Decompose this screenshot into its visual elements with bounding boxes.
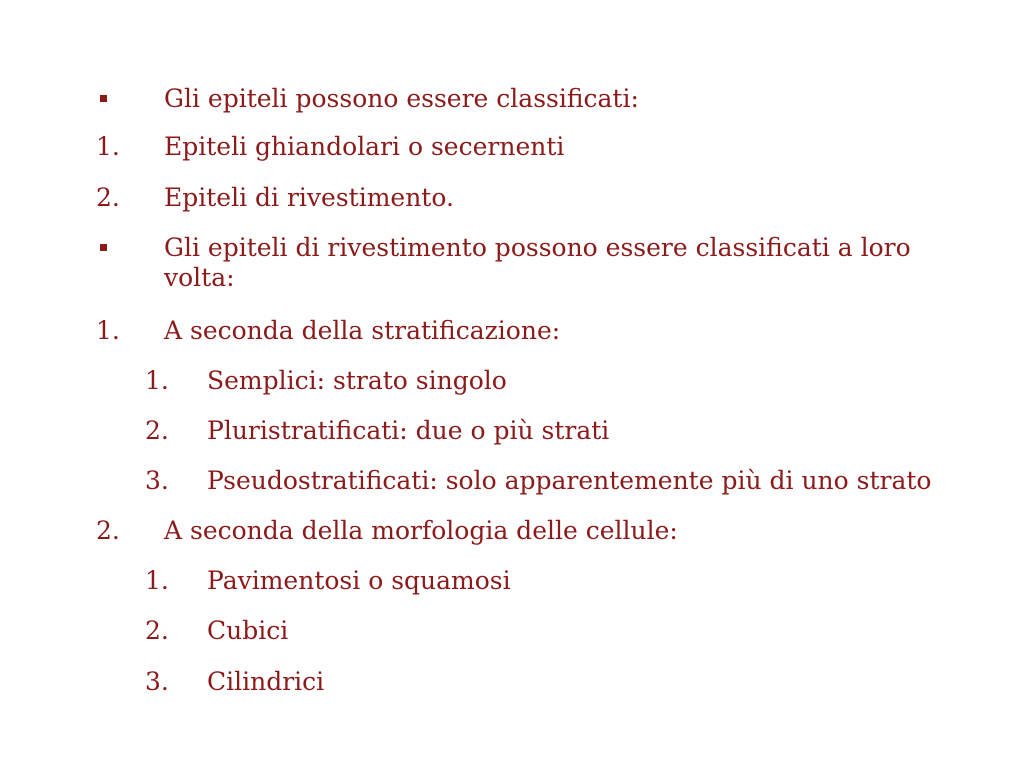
square-bullet-icon [100,244,107,251]
item-number: 2. [96,183,120,212]
item-text: Gli epiteli possono essere classificati: [164,84,639,113]
item-number: 2. [145,416,169,445]
item-text: Semplici: strato singolo [207,366,507,395]
item-text: Epiteli di rivestimento. [164,183,454,212]
item-number: 2. [96,516,120,545]
item-text: A seconda della stratificazione: [164,316,561,345]
item-number: 1. [145,366,169,395]
item-text: Gli epiteli di rivestimento possono essere classificati a loro [164,233,911,262]
item-number: 3. [145,466,169,495]
item-number: 1. [96,316,120,345]
item-text: Cilindrici [207,667,325,696]
item-number: 1. [145,566,169,595]
item-text: Pavimentosi o squamosi [207,566,511,595]
item-number: 1. [96,132,120,161]
item-number: 3. [145,667,169,696]
item-text: Cubici [207,616,289,645]
square-bullet-icon [100,95,107,102]
item-text-continuation: volta: [164,263,235,292]
item-text: Pluristratificati: due o più strati [207,416,610,445]
item-text: A seconda della morfologia delle cellule: [164,516,678,545]
item-number: 2. [145,616,169,645]
item-text: Pseudostratificati: solo apparentemente più di uno strato [207,466,932,495]
item-text: Epiteli ghiandolari o secernenti [164,132,565,161]
